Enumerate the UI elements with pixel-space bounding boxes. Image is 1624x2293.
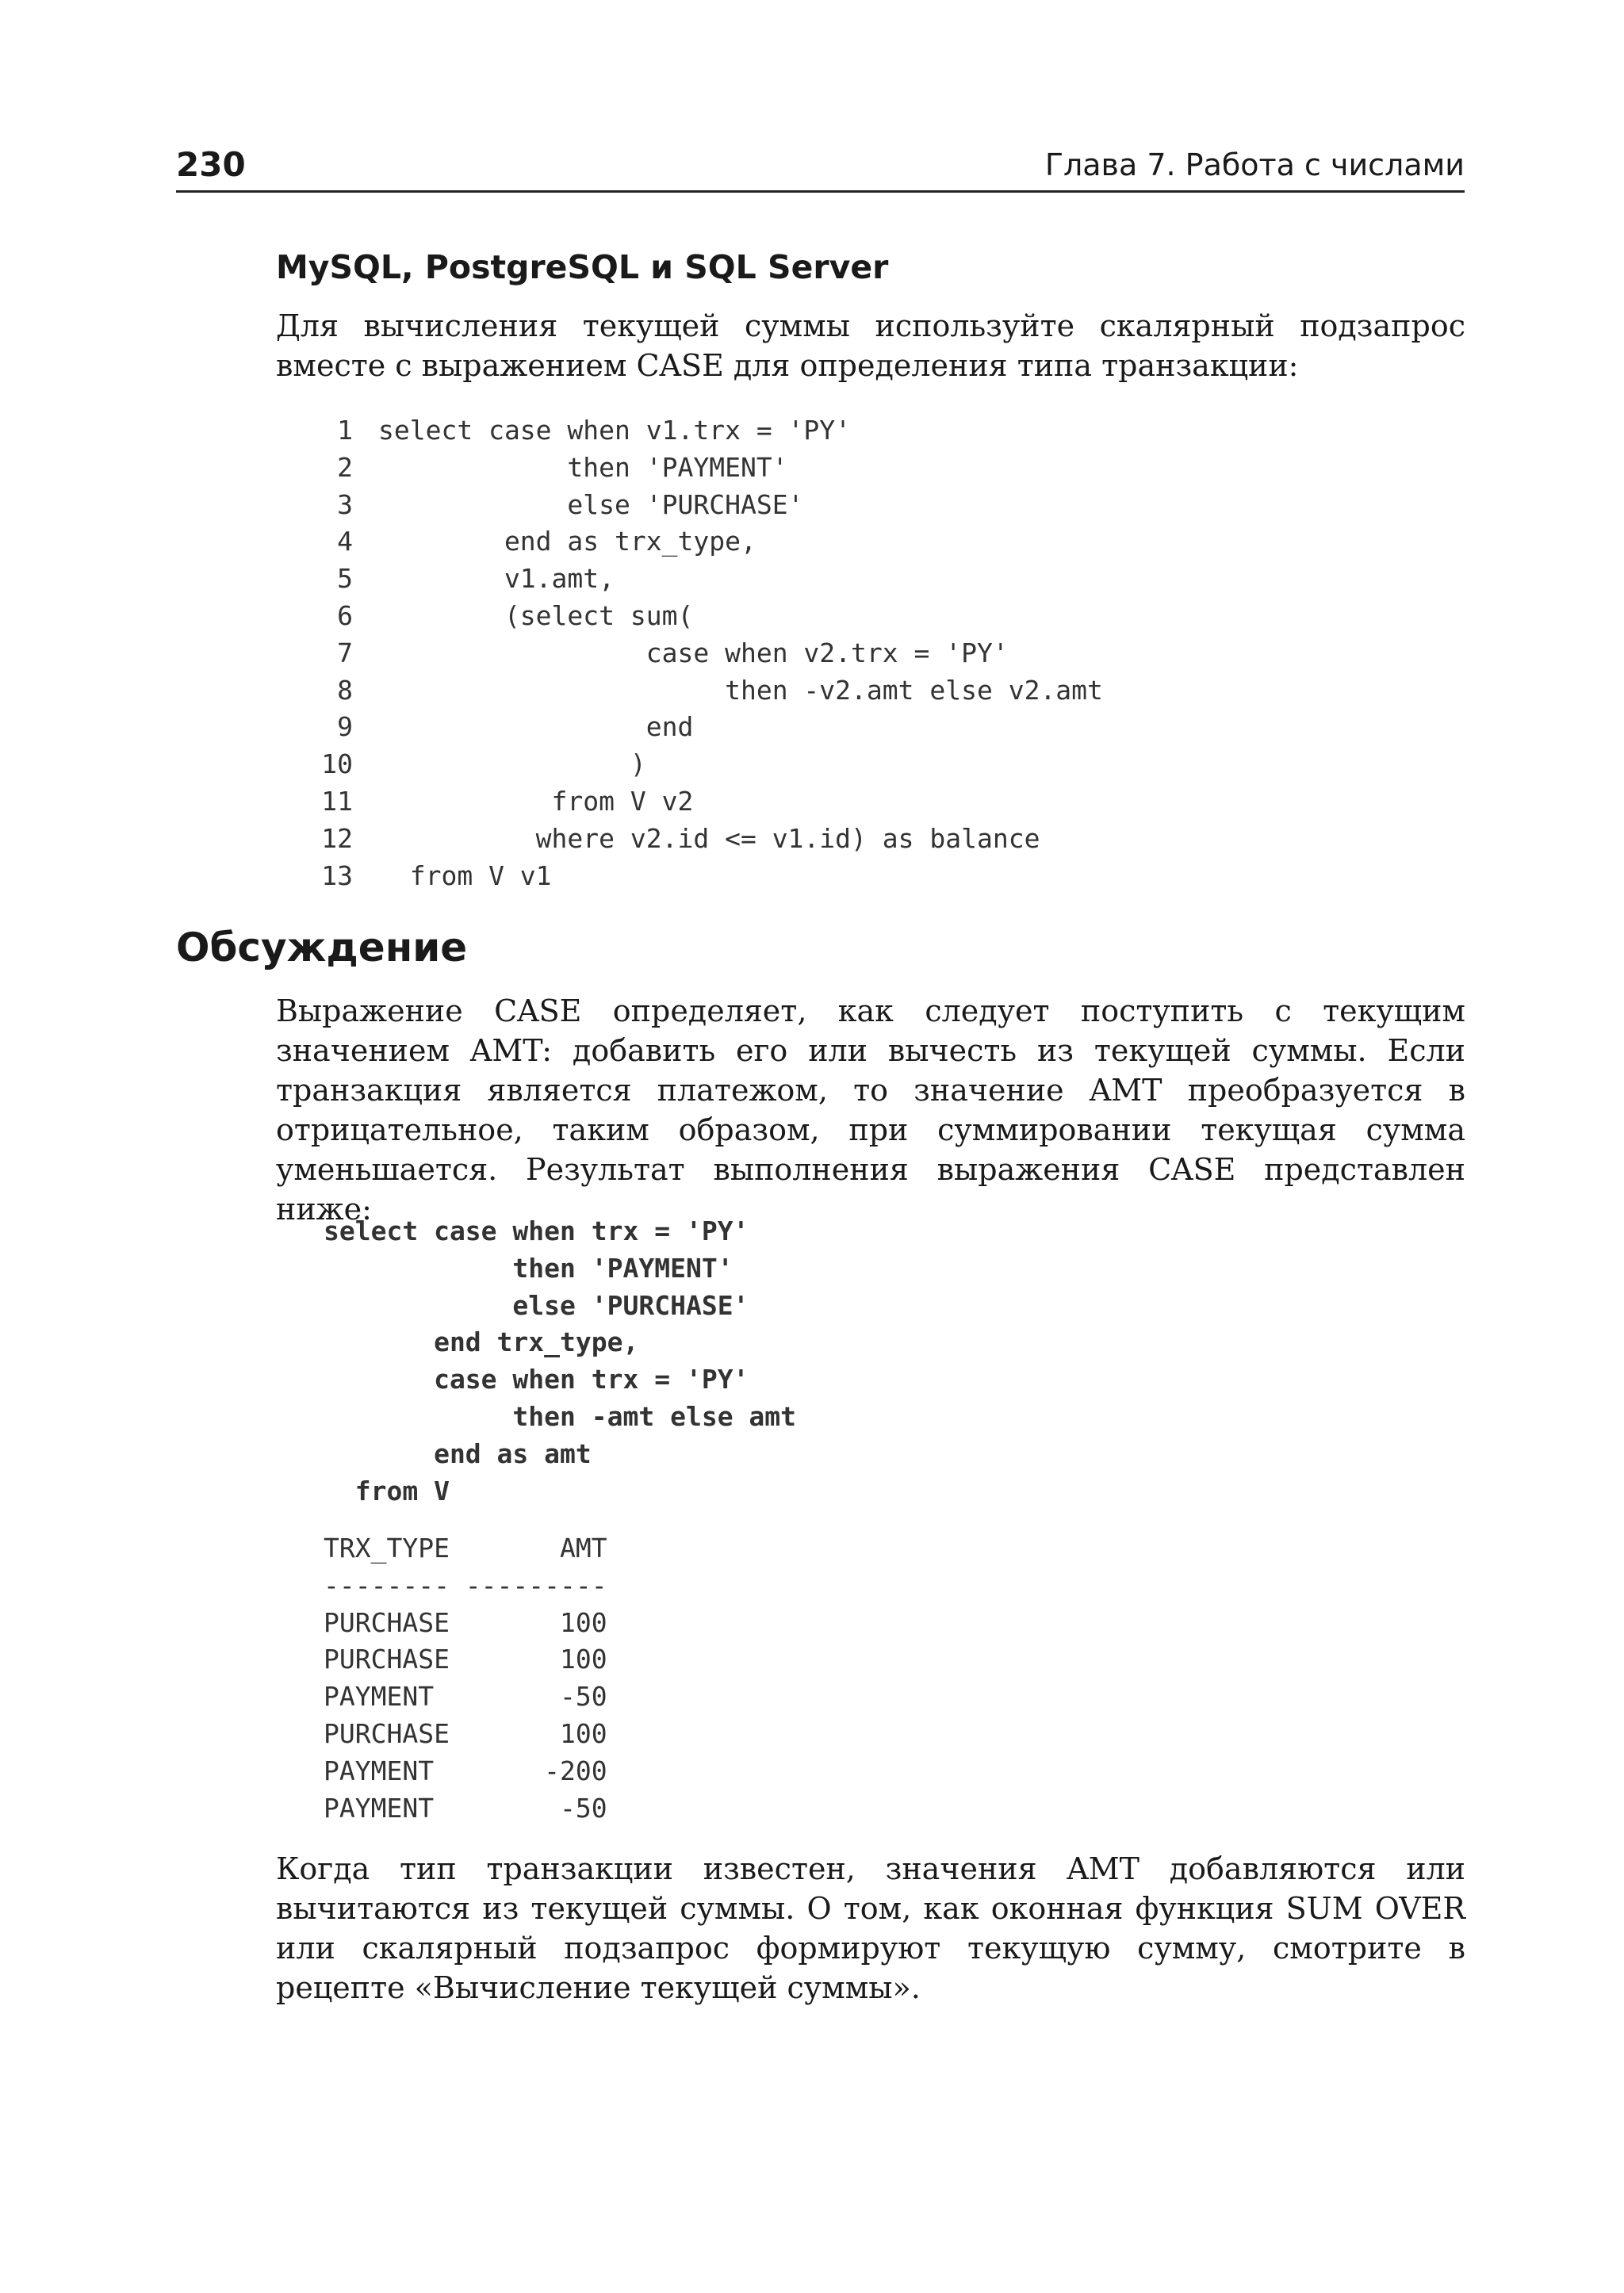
code-text: end as trx_type,	[378, 526, 756, 557]
result-row: PAYMENT -50	[324, 1681, 607, 1713]
code-text: v1.amt,	[378, 563, 615, 595]
code-text: from V v2	[378, 785, 694, 817]
line-number: 7	[337, 637, 353, 668]
line-number: 13	[321, 859, 353, 891]
code-line	[313, 526, 756, 557]
line-number: 10	[321, 748, 353, 780]
code-text: select case when v1.trx = 'PY'	[378, 415, 852, 446]
code-line	[313, 823, 1040, 854]
line-number: 11	[321, 785, 353, 817]
result-row: PAYMENT -200	[324, 1755, 607, 1786]
solution-section	[276, 246, 1465, 385]
line-number: 1	[337, 415, 353, 446]
page-number: 230	[176, 145, 246, 184]
code-line	[313, 452, 788, 483]
code-text: then -v2.amt else v2.amt	[378, 674, 1103, 706]
code-text: )	[378, 748, 646, 780]
result-row: PAYMENT -50	[324, 1792, 607, 1824]
conclusion-paragraph: Когда тип транзакции известен, значения AMT добавляются или вычитаются из текущей суммы. О том, как оконная функция SUM OVER или скалярный подзапрос формируют текущую сумму, смотрите в рецепте «Вычисление текущей суммы».	[276, 1851, 1465, 2005]
code-text: then 'PAYMENT'	[378, 451, 788, 483]
code-text: from V v1	[378, 859, 552, 891]
code-line	[313, 637, 1009, 668]
result-row: PURCHASE 100	[324, 1644, 607, 1675]
line-number: 8	[337, 674, 353, 706]
code-line	[313, 489, 803, 520]
code-text: where v2.id <= v1.id) as balance	[378, 822, 1040, 854]
result-header: TRX_TYPE AMT	[324, 1533, 607, 1564]
case-expression-code: select case when trx = 'PY' then 'PAYMENT' else 'PURCHASE' end trx_type, case when trx = 'PY' then -amt else amt end as amt from V	[324, 1215, 797, 1506]
code-text: (select sum(	[378, 599, 694, 631]
line-number: 6	[337, 599, 353, 631]
line-number: 3	[337, 488, 353, 520]
result-row: PURCHASE 100	[324, 1606, 607, 1638]
code-line	[313, 860, 552, 891]
subsection-heading: MySQL, PostgreSQL и SQL Server	[276, 248, 889, 286]
result-table	[324, 1530, 607, 1827]
code-line	[313, 786, 693, 817]
discussion-paragraph: Выражение CASE определяет, как следует поступить с текущим значением AMT: добавить его или вычесть из текущей суммы. Если транзакция является платежом, то значение AMT преобразуется в отрицательное, таким образом, при суммировании текущая сумма уменьшается. Результат выполнения выражения CASE представлен ниже:	[276, 993, 1465, 1227]
code-line	[313, 748, 646, 779]
line-number: 9	[337, 711, 353, 743]
code-line	[313, 415, 851, 446]
line-number: 2	[337, 451, 353, 483]
code-text: else 'PURCHASE'	[378, 488, 804, 520]
result-divider: -------- ---------	[324, 1569, 607, 1601]
result-row: PURCHASE 100	[324, 1717, 607, 1749]
line-number: 5	[337, 563, 353, 595]
running-head	[176, 143, 1465, 193]
line-number: 4	[337, 526, 353, 557]
section-heading: Обсуждение	[176, 924, 468, 970]
code-text: end	[378, 711, 694, 743]
line-number: 12	[321, 822, 353, 854]
intro-paragraph: Для вычисления текущей суммы используйте скалярный подзапрос вместе с выражением CASE для определения типа транзакции:	[276, 308, 1465, 383]
code-line	[313, 563, 615, 594]
chapter-title: Глава 7. Работа с числами	[1044, 147, 1465, 182]
code-line	[313, 600, 693, 631]
code-text: case when v2.trx = 'PY'	[378, 637, 1009, 668]
code-line	[313, 675, 1103, 706]
numbered-code-listing	[313, 412, 1103, 894]
code-line	[313, 711, 693, 742]
